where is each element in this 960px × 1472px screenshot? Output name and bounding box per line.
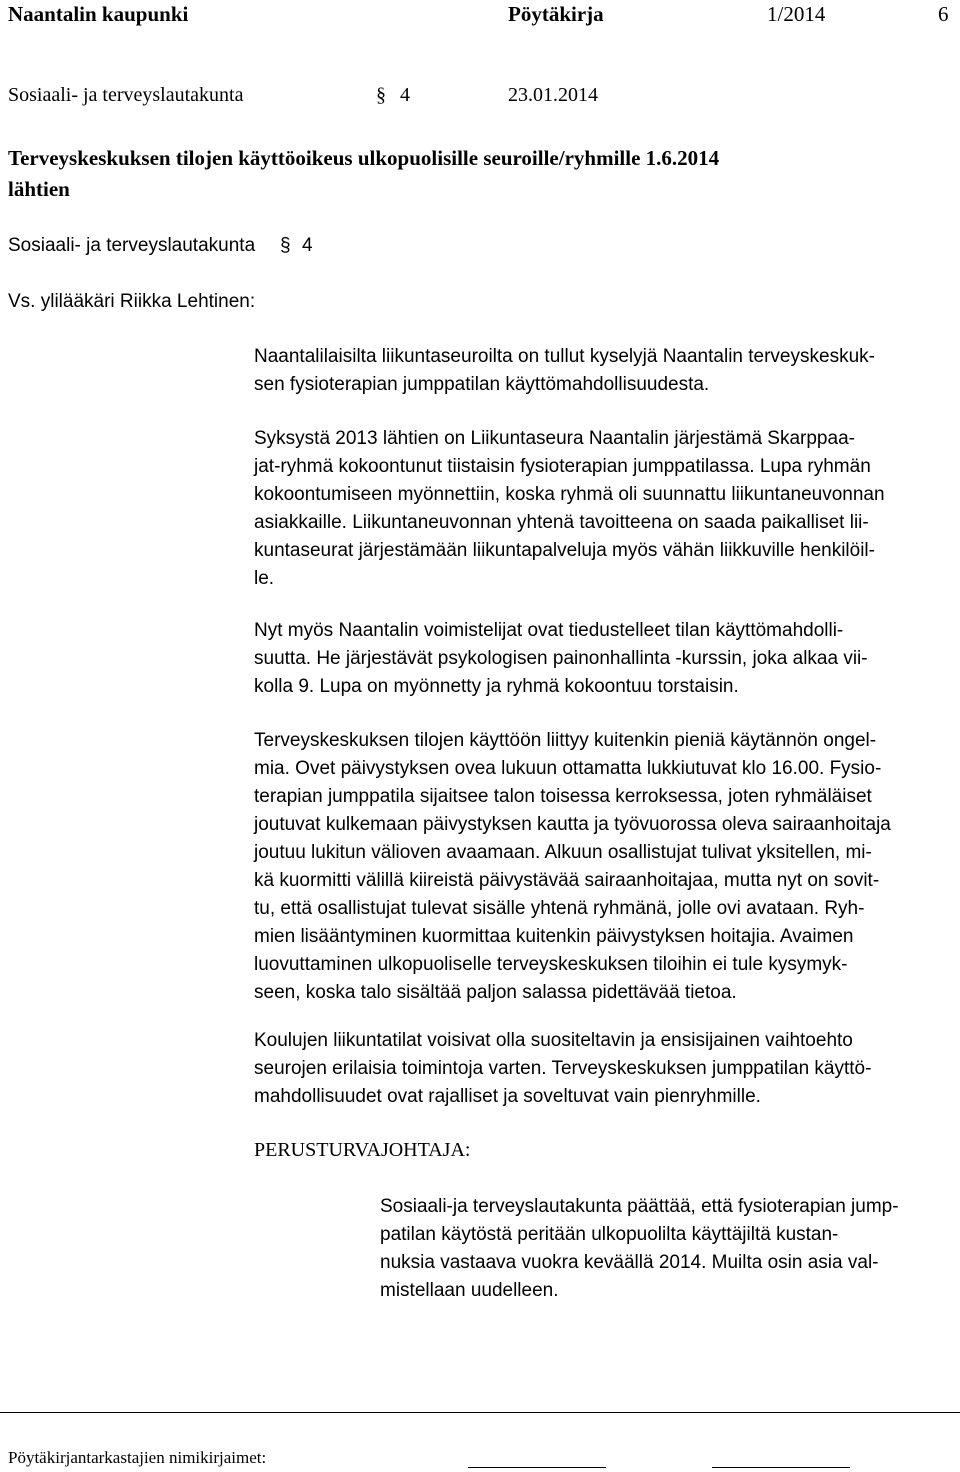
presenter: Vs. ylilääkäri Riikka Lehtinen:	[8, 291, 256, 312]
paragraph-line: Terveyskeskuksen tilojen käyttöön liittyy kuitenkin pieniä käytännön ongel-	[254, 730, 877, 751]
reference-section-number: 4	[302, 235, 313, 256]
paragraph-line: mia. Ovet päivystyksen ovea lukuun ottamatta lukkiutuvat klo 16.00. Fysio-	[254, 758, 882, 779]
meeting-date: 23.01.2014	[508, 84, 598, 106]
paragraph-line: terapian jumppatila sijaitsee talon toisessa kerroksessa, joten ryhmäläiset	[254, 786, 872, 807]
initials-line-2	[712, 1467, 850, 1468]
paragraph-line: kokoontumiseen myönnettiin, koska ryhmä oli suunnattu liikuntaneuvonnan	[254, 484, 885, 505]
paragraph-line: suutta. He järjestävät psykologisen painonhallinta -kurssin, joka alkaa vii-	[254, 648, 868, 669]
proposal-label: PERUSTURVAJOHTAJA:	[254, 1139, 471, 1161]
paragraph-line: jat-ryhmä kokoontunut tiistaisin fysioterapian jumppatilassa. Lupa ryhmän	[254, 456, 871, 477]
paragraph-5	[254, 1027, 871, 1111]
paragraph-line: kuntaseurat järjestämään liikuntapalveluja myös vähän liikkuville henkilöil-	[254, 540, 875, 561]
footer-label: Pöytäkirjantarkastajien nimikirjaimet:	[8, 1448, 267, 1467]
paragraph-line: joutuu lukitun välioven avaamaan. Alkuun osallistujat tulivat yksitellen, mi-	[254, 842, 872, 863]
proposal-line: patilan käytöstä peritään ulkopuolilta käyttäjiltä kustan-	[380, 1224, 839, 1245]
paragraph-line: Koulujen liikuntatilat voisivat olla suositeltavin ja ensisijainen vaihtoehto	[254, 1030, 853, 1051]
paragraph-line: joutuvat kulkemaan päivystyksen kautta ja työvuorossa oleva sairaanhoitaja	[254, 814, 891, 835]
paragraph-line: le.	[254, 568, 275, 589]
page-number: 6	[938, 2, 949, 26]
paragraph-1	[254, 343, 875, 399]
municipality-name: Naantalin kaupunki	[8, 2, 189, 26]
paragraph-line: luovuttaminen ulkopuoliselle terveyskeskuksen tiloihin ei tule kysymyk-	[254, 954, 848, 975]
meeting-body: Sosiaali- ja terveyslautakunta	[8, 84, 244, 106]
proposal-line: mistellaan uudelleen.	[380, 1280, 559, 1301]
proposal-line: nuksia vastaava vuokra keväällä 2014. Muilta osin asia val-	[380, 1252, 879, 1273]
paragraph-line: seen, koska talo sisältää paljon salassa pidettävää tietoa.	[254, 982, 737, 1003]
paragraph-line: sen fysioterapian jumppatilan käyttömahdollisuudesta.	[254, 374, 710, 395]
paragraph-line: kä kuormitti välillä kiireistä päivystävää sairaanhoitajaa, mutta nyt on sovit-	[254, 870, 880, 891]
paragraph-line: mahdollisuudet ovat rajalliset ja soveltuvat vain pienryhmille.	[254, 1086, 761, 1107]
paragraph-line: asiakkaille. Liikuntaneuvonnan yhtenä tavoitteena on saada paikalliset lii-	[254, 512, 869, 533]
section-number: 4	[400, 84, 410, 106]
proposal-text	[380, 1193, 899, 1305]
initials-line-1	[468, 1467, 606, 1468]
paragraph-line: tu, että osallistujat tulevat sisälle yhtenä ryhmänä, jolle ovi avataan. Ryh-	[254, 898, 865, 919]
paragraph-line: kolla 9. Lupa on myönnetty ja ryhmä kokoontuu torstaisin.	[254, 676, 739, 697]
document-number: 1/2014	[767, 2, 826, 26]
paragraph-line: Syksystä 2013 lähtien on Liikuntaseura Naantalin järjestämä Skarppaa-	[254, 428, 855, 449]
paragraph-2	[254, 425, 885, 593]
agenda-title-line-1: Terveyskeskuksen tilojen käyttöoikeus ulkopuolisille seuroille/ryhmille 1.6.2014	[8, 146, 720, 170]
paragraph-4	[254, 727, 891, 1007]
paragraph-line: seurojen erilaisia toimintoja varten. Terveyskeskuksen jumppatilan käyttö-	[254, 1058, 872, 1079]
proposal-line: Sosiaali-ja terveyslautakunta päättää, että fysioterapian jump-	[380, 1196, 899, 1217]
paragraph-3	[254, 617, 868, 701]
agenda-title-line-2: lähtien	[8, 177, 70, 201]
footer-divider	[0, 1412, 960, 1413]
section-sign: §	[376, 84, 386, 106]
paragraph-line: mien lisääntyminen kuormittaa kuitenkin päivystyksen hoitajia. Avaimen	[254, 926, 854, 947]
paragraph-line: Naantalilaisilta liikuntaseuroilta on tullut kyselyjä Naantalin terveyskeskuk-	[254, 346, 875, 367]
reference-section-sign: §	[280, 235, 291, 256]
paragraph-line: Nyt myös Naantalin voimistelijat ovat tiedustelleet tilan käyttömahdolli-	[254, 620, 844, 641]
reference-body: Sosiaali- ja terveyslautakunta	[8, 235, 256, 256]
document-type: Pöytäkirja	[508, 2, 604, 26]
